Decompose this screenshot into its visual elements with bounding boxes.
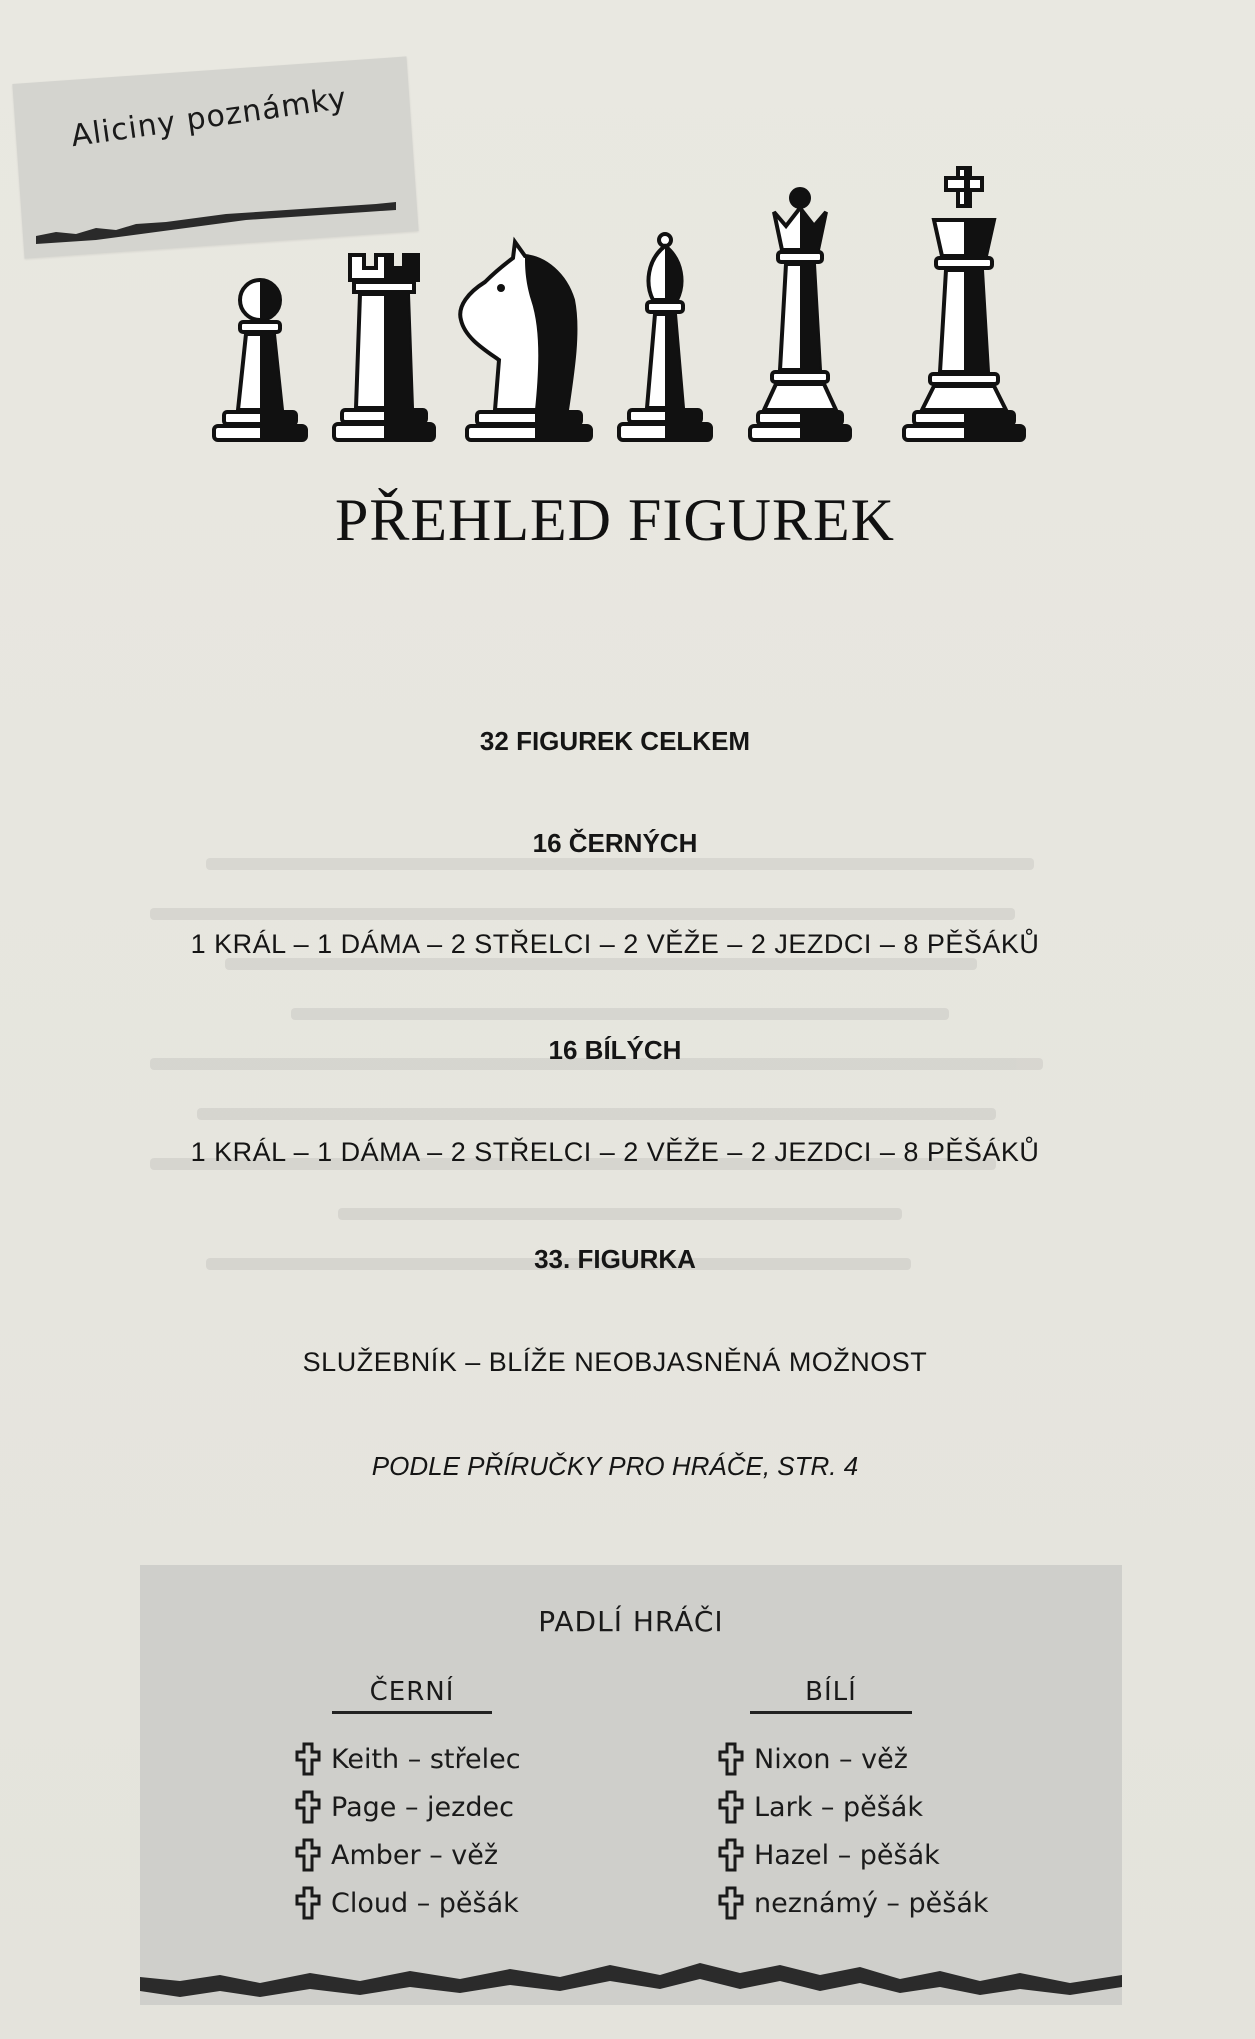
black-column-heading [332,1677,492,1714]
cross-icon [295,1886,321,1920]
list-item [295,1783,521,1831]
king-icon [904,168,1024,440]
white-column-heading [750,1677,912,1714]
bishop-icon [619,234,711,440]
extra-piece-heading: 33. FIGURKA [534,1244,696,1274]
fallen-entry-label: Amber – věž [331,1839,499,1871]
fallen-entry-label: Page – jezdec [331,1791,514,1823]
chess-pieces-row [200,160,1040,450]
queen-icon [750,189,850,440]
black-piece-list: 1 KRÁL – 1 DÁMA – 2 STŘELCI – 2 VĚŽE – 2 JEZDCI – 8 PĚŠÁKŮ [190,929,1040,959]
fallen-entry-label: neznámý – pěšák [754,1887,989,1919]
cross-icon [718,1742,744,1776]
list-item [718,1735,989,1783]
black-heading: 16 ČERNÝCH [532,828,698,858]
note-label: Aliciny poznámky [68,80,350,155]
fallen-entry-label: Keith – střelec [331,1743,521,1775]
knight-icon [460,242,591,440]
fallen-entry-label: Nixon – věž [754,1743,908,1775]
black-column-label: ČERNÍ [369,1677,455,1707]
total-count: 32 FIGUREK CELKEM [479,726,751,756]
white-column-label: BÍLÍ [805,1677,857,1707]
torn-edge-icon [140,1935,1122,2015]
cross-icon [295,1790,321,1824]
fallen-entry-label: Lark – pěšák [754,1791,923,1823]
black-fallen-list [295,1735,521,1927]
list-item [295,1879,521,1927]
list-item [295,1735,521,1783]
fallen-entry-label: Cloud – pěšák [331,1887,519,1919]
white-heading: 16 BÍLÝCH [548,1035,682,1065]
list-item [718,1783,989,1831]
rook-icon [334,255,434,440]
page-title: PŘEHLED FIGUREK [334,487,895,553]
source-note: PODLE PŘÍRUČKY PRO HRÁČE, STR. 4 [371,1451,859,1481]
fallen-title: PADLÍ HRÁČI [538,1605,724,1638]
cross-icon [718,1838,744,1872]
fallen-entry-label: Hazel – pěšák [754,1839,940,1871]
cross-icon [718,1790,744,1824]
white-piece-list: 1 KRÁL – 1 DÁMA – 2 STŘELCI – 2 VĚŽE – 2 JEZDCI – 8 PĚŠÁKŮ [190,1137,1040,1167]
cross-icon [718,1886,744,1920]
cross-icon [295,1838,321,1872]
extra-piece-text: SLUŽEBNÍK – BLÍŽE NEOBJASNĚNÁ MOŽNOST [302,1347,928,1377]
pawn-icon [214,280,306,440]
divider [750,1711,912,1714]
white-fallen-list [718,1735,989,1927]
list-item [718,1831,989,1879]
list-item [718,1879,989,1927]
bleed-through-text [150,820,1090,1520]
list-item [295,1831,521,1879]
cross-icon [295,1742,321,1776]
divider [332,1711,492,1714]
